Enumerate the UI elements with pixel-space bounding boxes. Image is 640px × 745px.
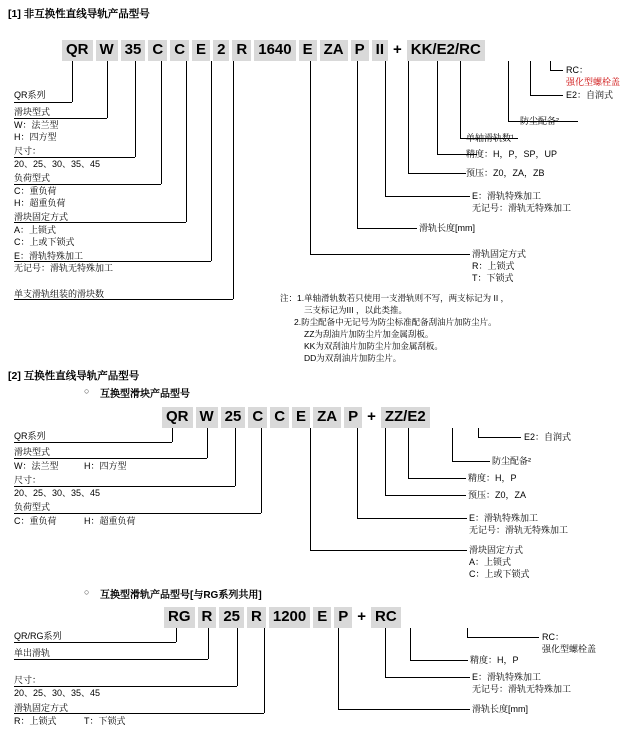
leader-line bbox=[14, 659, 208, 660]
s3-label-size-values: 20、25、30、35、45 bbox=[14, 688, 101, 698]
leader-line bbox=[452, 461, 490, 462]
bullet-icon: ○ bbox=[84, 587, 90, 597]
s2-rlabel-block-mount: 滑块固定方式 bbox=[469, 545, 524, 555]
s1-label-series: QR系列 bbox=[14, 90, 46, 100]
s3-label-size: 尺寸： bbox=[14, 675, 42, 685]
s1-note-1: 注：1.单轴滑轨数若只使用一支滑轨则不写，两支标记为 II ， bbox=[280, 293, 510, 303]
s1-label-block-type-w: W：法兰型 bbox=[14, 120, 59, 130]
s1-label-block-type: 滑块型式 bbox=[14, 107, 51, 117]
s2-label-series: QR系列 bbox=[14, 431, 46, 441]
code3-token-rail-length[interactable]: 1200 bbox=[269, 607, 310, 628]
s1-label-mount-a: A：上锁式 bbox=[14, 225, 57, 235]
leader-line bbox=[338, 628, 339, 709]
leader-line bbox=[14, 102, 72, 103]
s1-note-4: ZZ为刮油片加防尘片加金属刮板。 bbox=[304, 329, 434, 339]
s1-note-6: DD为双刮油片加防尘片。 bbox=[304, 353, 402, 363]
code-token-qr[interactable]: QR bbox=[62, 40, 93, 61]
leader-line bbox=[478, 428, 479, 437]
section-3-code-row bbox=[164, 607, 404, 628]
code-token-rail-qty[interactable]: II bbox=[372, 40, 388, 61]
code3-token-rc[interactable]: RC bbox=[371, 607, 401, 628]
leader-line bbox=[237, 628, 238, 686]
s1-label-load-c: C：重负荷 bbox=[14, 186, 57, 196]
s2-label-size: 尺寸： bbox=[14, 475, 42, 485]
s3-label-series: QR/RG系列 bbox=[14, 631, 62, 641]
s1-rlabel-dust: 防尘配备² bbox=[520, 116, 559, 126]
leader-line bbox=[408, 173, 466, 174]
s1-rlabel-rail-mount: 滑轨固定方式 bbox=[472, 249, 527, 259]
leader-line bbox=[338, 709, 470, 710]
code3-token-rail-mount[interactable]: R bbox=[247, 607, 266, 628]
leader-line bbox=[408, 61, 409, 173]
s2-label-block-type-w: W：法兰型 bbox=[14, 461, 59, 471]
code3-token-r[interactable]: R bbox=[198, 607, 217, 628]
code2-token-plus: + bbox=[367, 408, 376, 425]
s3-label-rail-mount-t: T：下锁式 bbox=[84, 716, 126, 726]
s1-rlabel-rail-length: 滑轨长度[mm] bbox=[419, 223, 475, 233]
leader-line bbox=[357, 428, 358, 518]
s2-rlabel-dust: 防尘配备² bbox=[492, 456, 531, 466]
s3-label-rail-mount-r: R：上锁式 bbox=[14, 716, 57, 726]
code-token-rail-mount[interactable]: R bbox=[232, 40, 251, 61]
code-token-preload[interactable]: ZA bbox=[320, 40, 348, 61]
s2-rlabel-e2: E2：自润式 bbox=[524, 432, 572, 442]
code-token-dust-option[interactable]: KK/E2/RC bbox=[407, 40, 485, 61]
leader-line bbox=[385, 677, 470, 678]
s1-label-block-type-h: H：四方型 bbox=[14, 132, 57, 142]
code3-token-rg[interactable]: RG bbox=[164, 607, 195, 628]
s1-rlabel-rc: RC： bbox=[566, 65, 588, 75]
s1-note-5: KK为双刮油片加防尘片加金属刮板。 bbox=[304, 341, 443, 351]
s1-rlabel-rail-mount-r: R：上锁式 bbox=[472, 261, 515, 271]
s2-label-size-values: 20、25、30、35、45 bbox=[14, 488, 101, 498]
s1-label-load-h: H：超重负荷 bbox=[14, 198, 66, 208]
leader-line bbox=[437, 61, 438, 154]
leader-line bbox=[172, 428, 173, 442]
s1-rlabel-rail-nospecial: 无记号：滑轨无特殊加工 bbox=[472, 203, 572, 213]
code2-token-qr[interactable]: QR bbox=[162, 407, 193, 428]
leader-line bbox=[550, 70, 563, 71]
s2-rlabel-accuracy: 精度：H，P bbox=[468, 473, 517, 483]
leader-line bbox=[357, 518, 467, 519]
leader-line bbox=[261, 428, 262, 513]
leader-line bbox=[235, 428, 236, 486]
leader-line bbox=[310, 550, 467, 551]
leader-line bbox=[452, 428, 453, 461]
section-3-subtitle: 互换型滑轨产品型号[与RG系列共用] bbox=[100, 590, 262, 601]
leader-line bbox=[14, 442, 172, 443]
leader-line bbox=[14, 513, 261, 514]
leader-line bbox=[310, 254, 470, 255]
leader-line bbox=[135, 61, 136, 157]
section-1-title: [1] 非互换性直线导轨产品型号 bbox=[8, 8, 150, 20]
code3-token-rail-special[interactable]: E bbox=[313, 607, 331, 628]
leader-line bbox=[550, 61, 551, 70]
s2-rlabel-rail-nospecial: 无记号：滑轨无特殊加工 bbox=[469, 525, 569, 535]
code-token-rail-special[interactable]: E bbox=[192, 40, 210, 61]
code3-token-size[interactable]: 25 bbox=[219, 607, 244, 628]
s1-rlabel-rc-desc: 强化型螺栓盖 bbox=[566, 77, 621, 87]
s1-label-rail-nospecial: 无记号：滑轨无特殊加工 bbox=[14, 263, 114, 273]
section-1-code-row bbox=[62, 40, 488, 61]
leader-line bbox=[107, 61, 108, 118]
leader-line bbox=[357, 61, 358, 228]
s1-note-2: 三支标记为III ，以此类推。 bbox=[304, 305, 407, 315]
s1-note-3: 2.防尘配备中无记号为防尘标准配备刮油片加防尘片。 bbox=[294, 317, 497, 327]
s3-rlabel-rc-desc: 强化型螺栓盖 bbox=[542, 644, 597, 654]
s1-rlabel-rail-qty: 单轴滑轨数¹ bbox=[466, 133, 514, 143]
leader-line bbox=[357, 228, 417, 229]
s2-label-block-type-h: H：四方型 bbox=[84, 461, 127, 471]
s1-label-size: 尺寸： bbox=[14, 146, 42, 156]
s1-label-load-type: 负荷型式 bbox=[14, 173, 51, 183]
leader-line bbox=[14, 642, 176, 643]
s2-label-load-h: H：超重负荷 bbox=[84, 516, 136, 526]
s3-label-single-rail: 单出滑轨 bbox=[14, 648, 51, 658]
leader-line bbox=[14, 458, 207, 459]
s1-rlabel-rail-mount-t: T：下锁式 bbox=[472, 273, 514, 283]
leader-line bbox=[478, 437, 521, 438]
leader-line bbox=[385, 628, 386, 677]
s3-label-rail-mount: 滑轨固定方式 bbox=[14, 703, 69, 713]
s2-rlabel-mount-c: C：上或下锁式 bbox=[469, 569, 530, 579]
leader-line bbox=[211, 61, 212, 261]
leader-line bbox=[410, 628, 411, 660]
s1-rlabel-rail-special: E：滑轨特殊加工 bbox=[472, 191, 542, 201]
code2-token-mount[interactable]: C bbox=[270, 407, 289, 428]
s2-label-block-type: 滑块型式 bbox=[14, 447, 51, 457]
section-2-subtitle: 互换型滑块产品型号 bbox=[100, 389, 190, 400]
s1-label-rail-special: E：滑轨特殊加工 bbox=[14, 251, 84, 261]
code2-token-load[interactable]: C bbox=[248, 407, 267, 428]
leader-line bbox=[530, 95, 563, 96]
code-token-rail-length[interactable]: 1640 bbox=[254, 40, 295, 61]
s2-label-load-type: 负荷型式 bbox=[14, 502, 51, 512]
leader-line bbox=[233, 61, 234, 299]
s2-label-load-c: C：重负荷 bbox=[14, 516, 57, 526]
leader-line bbox=[460, 61, 461, 138]
code2-token-w[interactable]: W bbox=[196, 407, 218, 428]
code-token-load[interactable]: C bbox=[148, 40, 167, 61]
s1-rlabel-accuracy: 精度：H，P，SP，UP bbox=[466, 149, 558, 159]
leader-line bbox=[310, 61, 311, 254]
leader-line bbox=[208, 628, 209, 659]
s3-rlabel-rail-nospecial: 无记号：滑轨无特殊加工 bbox=[472, 684, 572, 694]
leader-line bbox=[385, 495, 466, 496]
s2-rlabel-preload: 预压：Z0，ZA bbox=[468, 490, 527, 500]
leader-line bbox=[72, 61, 73, 102]
leader-line bbox=[408, 428, 409, 478]
s1-label-block-count: 单支滑轨组装的滑块数 bbox=[14, 289, 105, 299]
bullet-icon: ○ bbox=[84, 386, 90, 396]
leader-line bbox=[408, 478, 466, 479]
s3-rlabel-rc: RC： bbox=[542, 632, 564, 642]
code3-token-plus: + bbox=[357, 608, 367, 625]
leader-line bbox=[186, 61, 187, 222]
code-token-mount[interactable]: C bbox=[170, 40, 189, 61]
code2-token-accuracy[interactable]: P bbox=[344, 407, 362, 428]
s1-rlabel-e2: E2：自润式 bbox=[566, 90, 614, 100]
code2-token-size[interactable]: 25 bbox=[221, 407, 246, 428]
leader-line bbox=[530, 61, 531, 95]
leader-line bbox=[467, 637, 539, 638]
s1-rlabel-preload: 预压：Z0，ZA，ZB bbox=[466, 168, 545, 178]
leader-line bbox=[176, 628, 177, 642]
code-token-block-count[interactable]: 2 bbox=[213, 40, 229, 61]
leader-line bbox=[385, 428, 386, 495]
leader-line bbox=[410, 660, 468, 661]
code3-token-accuracy[interactable]: P bbox=[334, 607, 352, 628]
leader-line bbox=[264, 628, 265, 713]
s1-label-mount-c: C：上或下锁式 bbox=[14, 237, 75, 247]
leader-line bbox=[385, 61, 386, 196]
s2-rlabel-rail-special: E：滑轨特殊加工 bbox=[469, 513, 539, 523]
leader-line bbox=[161, 61, 162, 184]
leader-line bbox=[467, 628, 468, 637]
leader-line bbox=[508, 61, 509, 121]
s3-rlabel-rail-special: E：滑轨特殊加工 bbox=[472, 672, 542, 682]
s1-label-block-mount: 滑块固定方式 bbox=[14, 212, 69, 222]
section-2-code-row bbox=[162, 407, 433, 428]
code-token-rail-special-2[interactable]: E bbox=[299, 40, 317, 61]
leader-line bbox=[310, 428, 311, 550]
s3-rlabel-accuracy: 精度：H，P bbox=[470, 655, 519, 665]
s3-rlabel-rail-length: 滑轨长度[mm] bbox=[472, 704, 528, 714]
code2-token-rail-special[interactable]: E bbox=[292, 407, 310, 428]
code2-token-preload[interactable]: ZA bbox=[313, 407, 341, 428]
s1-label-size-values: 20、25、30、35、45 bbox=[14, 159, 101, 169]
section-2-title: [2] 互换性直线导轨产品型号 bbox=[8, 370, 140, 382]
code-token-w[interactable]: W bbox=[96, 40, 118, 61]
leader-line bbox=[207, 428, 208, 458]
leader-line bbox=[385, 196, 470, 197]
code2-token-dust-option[interactable]: ZZ/E2 bbox=[381, 407, 430, 428]
code-token-accuracy[interactable]: P bbox=[351, 40, 369, 61]
code-token-size[interactable]: 35 bbox=[121, 40, 146, 61]
code-token-plus: + bbox=[393, 41, 402, 58]
s2-rlabel-mount-a: A：上锁式 bbox=[469, 557, 512, 567]
